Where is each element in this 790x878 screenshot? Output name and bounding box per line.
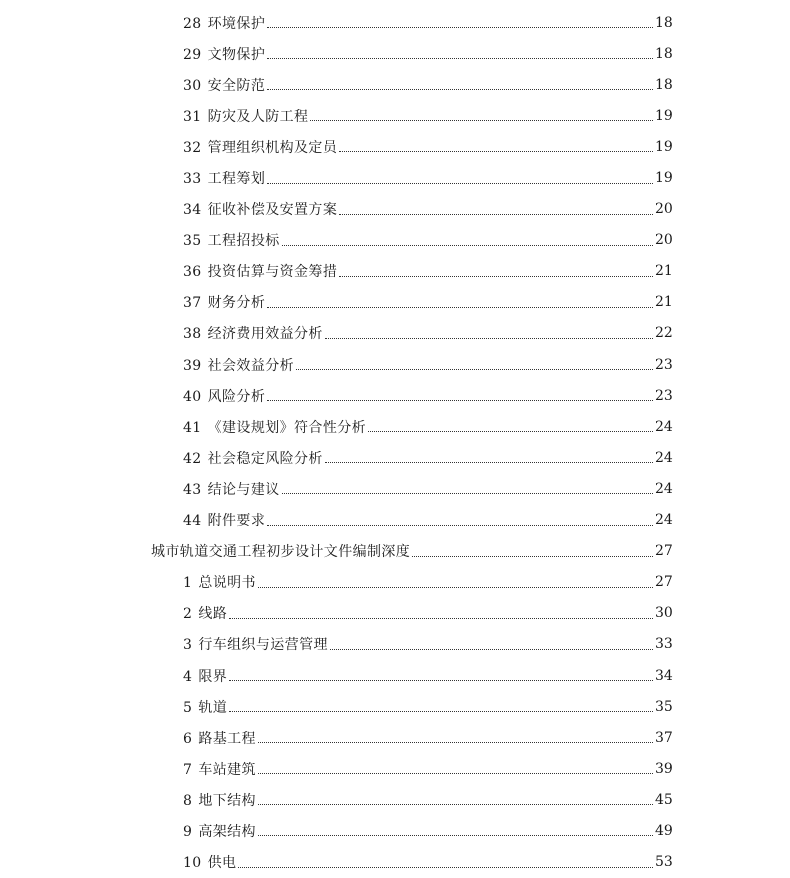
dot-leader xyxy=(258,741,653,743)
toc-entry-page-number: 30 xyxy=(655,605,673,622)
dot-leader xyxy=(267,524,653,526)
toc-entry-title xyxy=(183,790,256,810)
toc-entry-page-number: 24 xyxy=(655,449,673,466)
toc-entry-title xyxy=(183,137,337,157)
toc-entry-number: 29 xyxy=(183,46,202,63)
toc-entry-title xyxy=(151,541,410,561)
dot-leader xyxy=(282,492,653,494)
toc-entry-number: 1 xyxy=(183,575,193,592)
toc-entry-number: 32 xyxy=(183,139,202,156)
toc-entry-number: 10 xyxy=(183,855,202,872)
dot-leader xyxy=(339,275,653,277)
toc-entry-text: 社会稳定风险分析 xyxy=(207,450,323,467)
toc-entry-text: 线路 xyxy=(198,606,228,623)
toc-entry[interactable] xyxy=(0,69,672,100)
toc-entry-page-number: 45 xyxy=(655,791,673,808)
toc-entry-title xyxy=(183,479,280,499)
toc-entry-title xyxy=(183,572,256,592)
toc-entry[interactable] xyxy=(0,753,672,784)
dot-leader xyxy=(258,772,653,774)
toc-entry-text: 管理组织机构及定员 xyxy=(207,139,338,156)
toc-entry-page-number: 19 xyxy=(655,107,673,124)
toc-entry-page-number: 18 xyxy=(655,76,673,93)
toc-entry-page-number: 20 xyxy=(655,201,673,218)
toc-entry[interactable] xyxy=(0,225,672,256)
toc-entry-number: 34 xyxy=(183,202,202,219)
toc-entry-page-number: 18 xyxy=(655,14,673,31)
toc-entry-text: 社会效益分析 xyxy=(207,357,295,374)
dot-leader xyxy=(267,88,653,90)
dot-leader xyxy=(267,57,653,59)
toc-entry[interactable] xyxy=(0,411,672,442)
toc-entry-text: 《建设规划》符合性分析 xyxy=(207,419,367,436)
toc-entry-text: 附件要求 xyxy=(207,513,266,530)
toc-entry-title xyxy=(183,199,337,219)
toc-entry-page-number: 24 xyxy=(655,480,673,497)
toc-entry-title xyxy=(183,603,227,623)
toc-entry-number: 3 xyxy=(183,637,193,654)
toc-entry-title xyxy=(183,292,265,312)
dot-leader xyxy=(258,834,653,836)
toc-entry-text: 经济费用效益分析 xyxy=(207,326,323,343)
dot-leader xyxy=(258,803,653,805)
toc-entry-text: 工程招投标 xyxy=(207,233,280,250)
toc-entry-page-number: 27 xyxy=(655,574,673,591)
toc-entry-page-number: 21 xyxy=(655,263,673,280)
toc-entry[interactable] xyxy=(0,442,672,473)
toc-entry-text: 文物保护 xyxy=(207,46,266,63)
toc-entry[interactable] xyxy=(0,847,672,878)
toc-entry-page-number: 33 xyxy=(655,636,673,653)
toc-entry-text: 路基工程 xyxy=(198,730,256,747)
toc-entry-text: 工程筹划 xyxy=(207,171,266,188)
toc-entry-title xyxy=(183,728,256,748)
toc-entry-page-number: 34 xyxy=(655,667,673,684)
toc-entry-number: 31 xyxy=(183,108,202,125)
toc-entry[interactable] xyxy=(0,722,672,753)
toc-entry-title xyxy=(183,261,337,281)
toc-entry-title xyxy=(183,759,256,779)
toc-entry[interactable] xyxy=(0,7,672,38)
toc-entry[interactable] xyxy=(0,691,672,722)
toc-entry-number: 36 xyxy=(183,264,202,281)
toc-entry-title xyxy=(183,417,366,437)
dot-leader xyxy=(325,461,653,463)
dot-leader xyxy=(229,710,653,712)
dot-leader xyxy=(368,430,653,432)
toc-entry[interactable] xyxy=(0,536,672,567)
toc-entry-page-number: 35 xyxy=(655,698,673,715)
toc-entry-title xyxy=(183,13,265,33)
toc-entry-number: 9 xyxy=(183,823,193,840)
toc-entry-title xyxy=(183,75,265,95)
toc-entry-number: 40 xyxy=(183,388,202,405)
toc-entry[interactable] xyxy=(0,131,672,162)
toc-entry-title xyxy=(183,386,265,406)
toc-entry-page-number: 24 xyxy=(655,418,673,435)
toc-entry-number: 2 xyxy=(183,606,193,623)
dot-leader xyxy=(296,368,653,370)
toc-entry-title xyxy=(183,106,308,126)
toc-entry-title xyxy=(183,323,323,343)
toc-entry-text: 供电 xyxy=(207,855,237,872)
toc-entry[interactable] xyxy=(0,287,672,318)
toc-entry-title xyxy=(183,852,236,872)
toc-entry-page-number: 19 xyxy=(655,138,673,155)
toc-entry-number: 8 xyxy=(183,792,193,809)
toc-entry-text: 高架结构 xyxy=(198,823,256,840)
toc-entry-page-number: 23 xyxy=(655,387,673,404)
toc-entry-number: 5 xyxy=(183,699,193,716)
toc-entry-number: 4 xyxy=(183,668,193,685)
toc-entry-text: 结论与建议 xyxy=(207,481,280,498)
dot-leader xyxy=(412,555,653,557)
toc-entry-title xyxy=(183,448,323,468)
toc-entry-text: 防灾及人防工程 xyxy=(207,108,309,125)
toc-entry-page-number: 39 xyxy=(655,760,673,777)
toc-entry-number: 7 xyxy=(183,761,193,778)
toc-entry-text: 城市轨道交通工程初步设计文件编制深度 xyxy=(151,544,411,561)
toc-entry-number: 43 xyxy=(183,481,202,498)
dot-leader xyxy=(229,679,653,681)
dot-leader xyxy=(310,119,653,121)
toc-entry-number: 39 xyxy=(183,357,202,374)
toc-entry-title xyxy=(183,355,294,375)
toc-entry-text: 总说明书 xyxy=(198,575,256,592)
toc-entry-page-number: 23 xyxy=(655,356,673,373)
toc-entry-text: 风险分析 xyxy=(207,388,266,405)
dot-leader xyxy=(267,26,653,28)
toc-entry[interactable] xyxy=(0,505,672,536)
toc-entry[interactable] xyxy=(0,660,672,691)
toc-entry-text: 征收补偿及安置方案 xyxy=(207,202,338,219)
toc-entry-title xyxy=(183,230,280,250)
dot-leader xyxy=(267,182,653,184)
toc-entry-title xyxy=(183,510,265,530)
toc-entry[interactable] xyxy=(0,380,672,411)
toc-entry-title xyxy=(183,666,227,686)
toc-entry[interactable] xyxy=(0,473,672,504)
toc-entry-text: 财务分析 xyxy=(207,295,266,312)
dot-leader xyxy=(325,337,653,339)
toc-entry-page-number: 19 xyxy=(655,170,673,187)
toc-entry-number: 44 xyxy=(183,513,202,530)
dot-leader xyxy=(339,213,653,215)
toc-entry-number: 41 xyxy=(183,419,202,436)
toc-entry-number: 42 xyxy=(183,450,202,467)
toc-entry[interactable] xyxy=(0,318,672,349)
toc-entry-title xyxy=(183,697,227,717)
toc-entry[interactable] xyxy=(0,784,672,815)
dot-leader xyxy=(282,244,653,246)
toc-entry-title xyxy=(183,634,328,654)
toc-entry[interactable] xyxy=(0,256,672,287)
toc-entry-number: 37 xyxy=(183,295,202,312)
toc-entry-number: 35 xyxy=(183,233,202,250)
toc-entry-number: 30 xyxy=(183,77,202,94)
toc-entry-text: 地下结构 xyxy=(198,792,256,809)
toc-entry-page-number: 20 xyxy=(655,232,673,249)
toc-entry-number: 33 xyxy=(183,171,202,188)
toc-entry-text: 限界 xyxy=(198,668,228,685)
toc-entry[interactable] xyxy=(0,38,672,69)
toc-entry-page-number: 18 xyxy=(655,45,673,62)
dot-leader xyxy=(258,586,653,588)
toc-entry-text: 安全防范 xyxy=(207,77,266,94)
toc-entry-page-number: 53 xyxy=(655,854,673,871)
dot-leader xyxy=(229,617,653,619)
toc-entry[interactable] xyxy=(0,162,672,193)
dot-leader xyxy=(267,399,653,401)
toc-entry-title xyxy=(183,168,265,188)
dot-leader xyxy=(267,306,653,308)
toc-entry[interactable] xyxy=(0,194,672,225)
toc-entry-text: 投资估算与资金筹措 xyxy=(207,264,338,281)
toc-entry-title xyxy=(183,821,256,841)
toc-entry[interactable] xyxy=(0,629,672,660)
toc-entry-page-number: 21 xyxy=(655,294,673,311)
table-of-contents xyxy=(0,7,790,878)
toc-entry-number: 38 xyxy=(183,326,202,343)
dot-leader xyxy=(330,648,653,650)
toc-entry[interactable] xyxy=(0,100,672,131)
dot-leader xyxy=(238,866,653,868)
toc-entry-page-number: 49 xyxy=(655,822,673,839)
toc-entry-text: 车站建筑 xyxy=(198,761,256,778)
toc-entry[interactable] xyxy=(0,567,672,598)
toc-entry-title xyxy=(183,44,265,64)
toc-entry-page-number: 27 xyxy=(655,543,673,560)
dot-leader xyxy=(339,150,653,152)
toc-entry-page-number: 22 xyxy=(655,325,673,342)
toc-entry[interactable] xyxy=(0,349,672,380)
toc-entry[interactable] xyxy=(0,815,672,846)
toc-entry-text: 轨道 xyxy=(198,699,228,716)
toc-entry[interactable] xyxy=(0,598,672,629)
toc-entry-number: 28 xyxy=(183,15,202,32)
toc-entry-text: 行车组织与运营管理 xyxy=(198,637,328,654)
toc-entry-page-number: 24 xyxy=(655,512,673,529)
toc-entry-page-number: 37 xyxy=(655,729,673,746)
toc-entry-text: 环境保护 xyxy=(207,15,266,32)
toc-entry-number: 6 xyxy=(183,730,193,747)
